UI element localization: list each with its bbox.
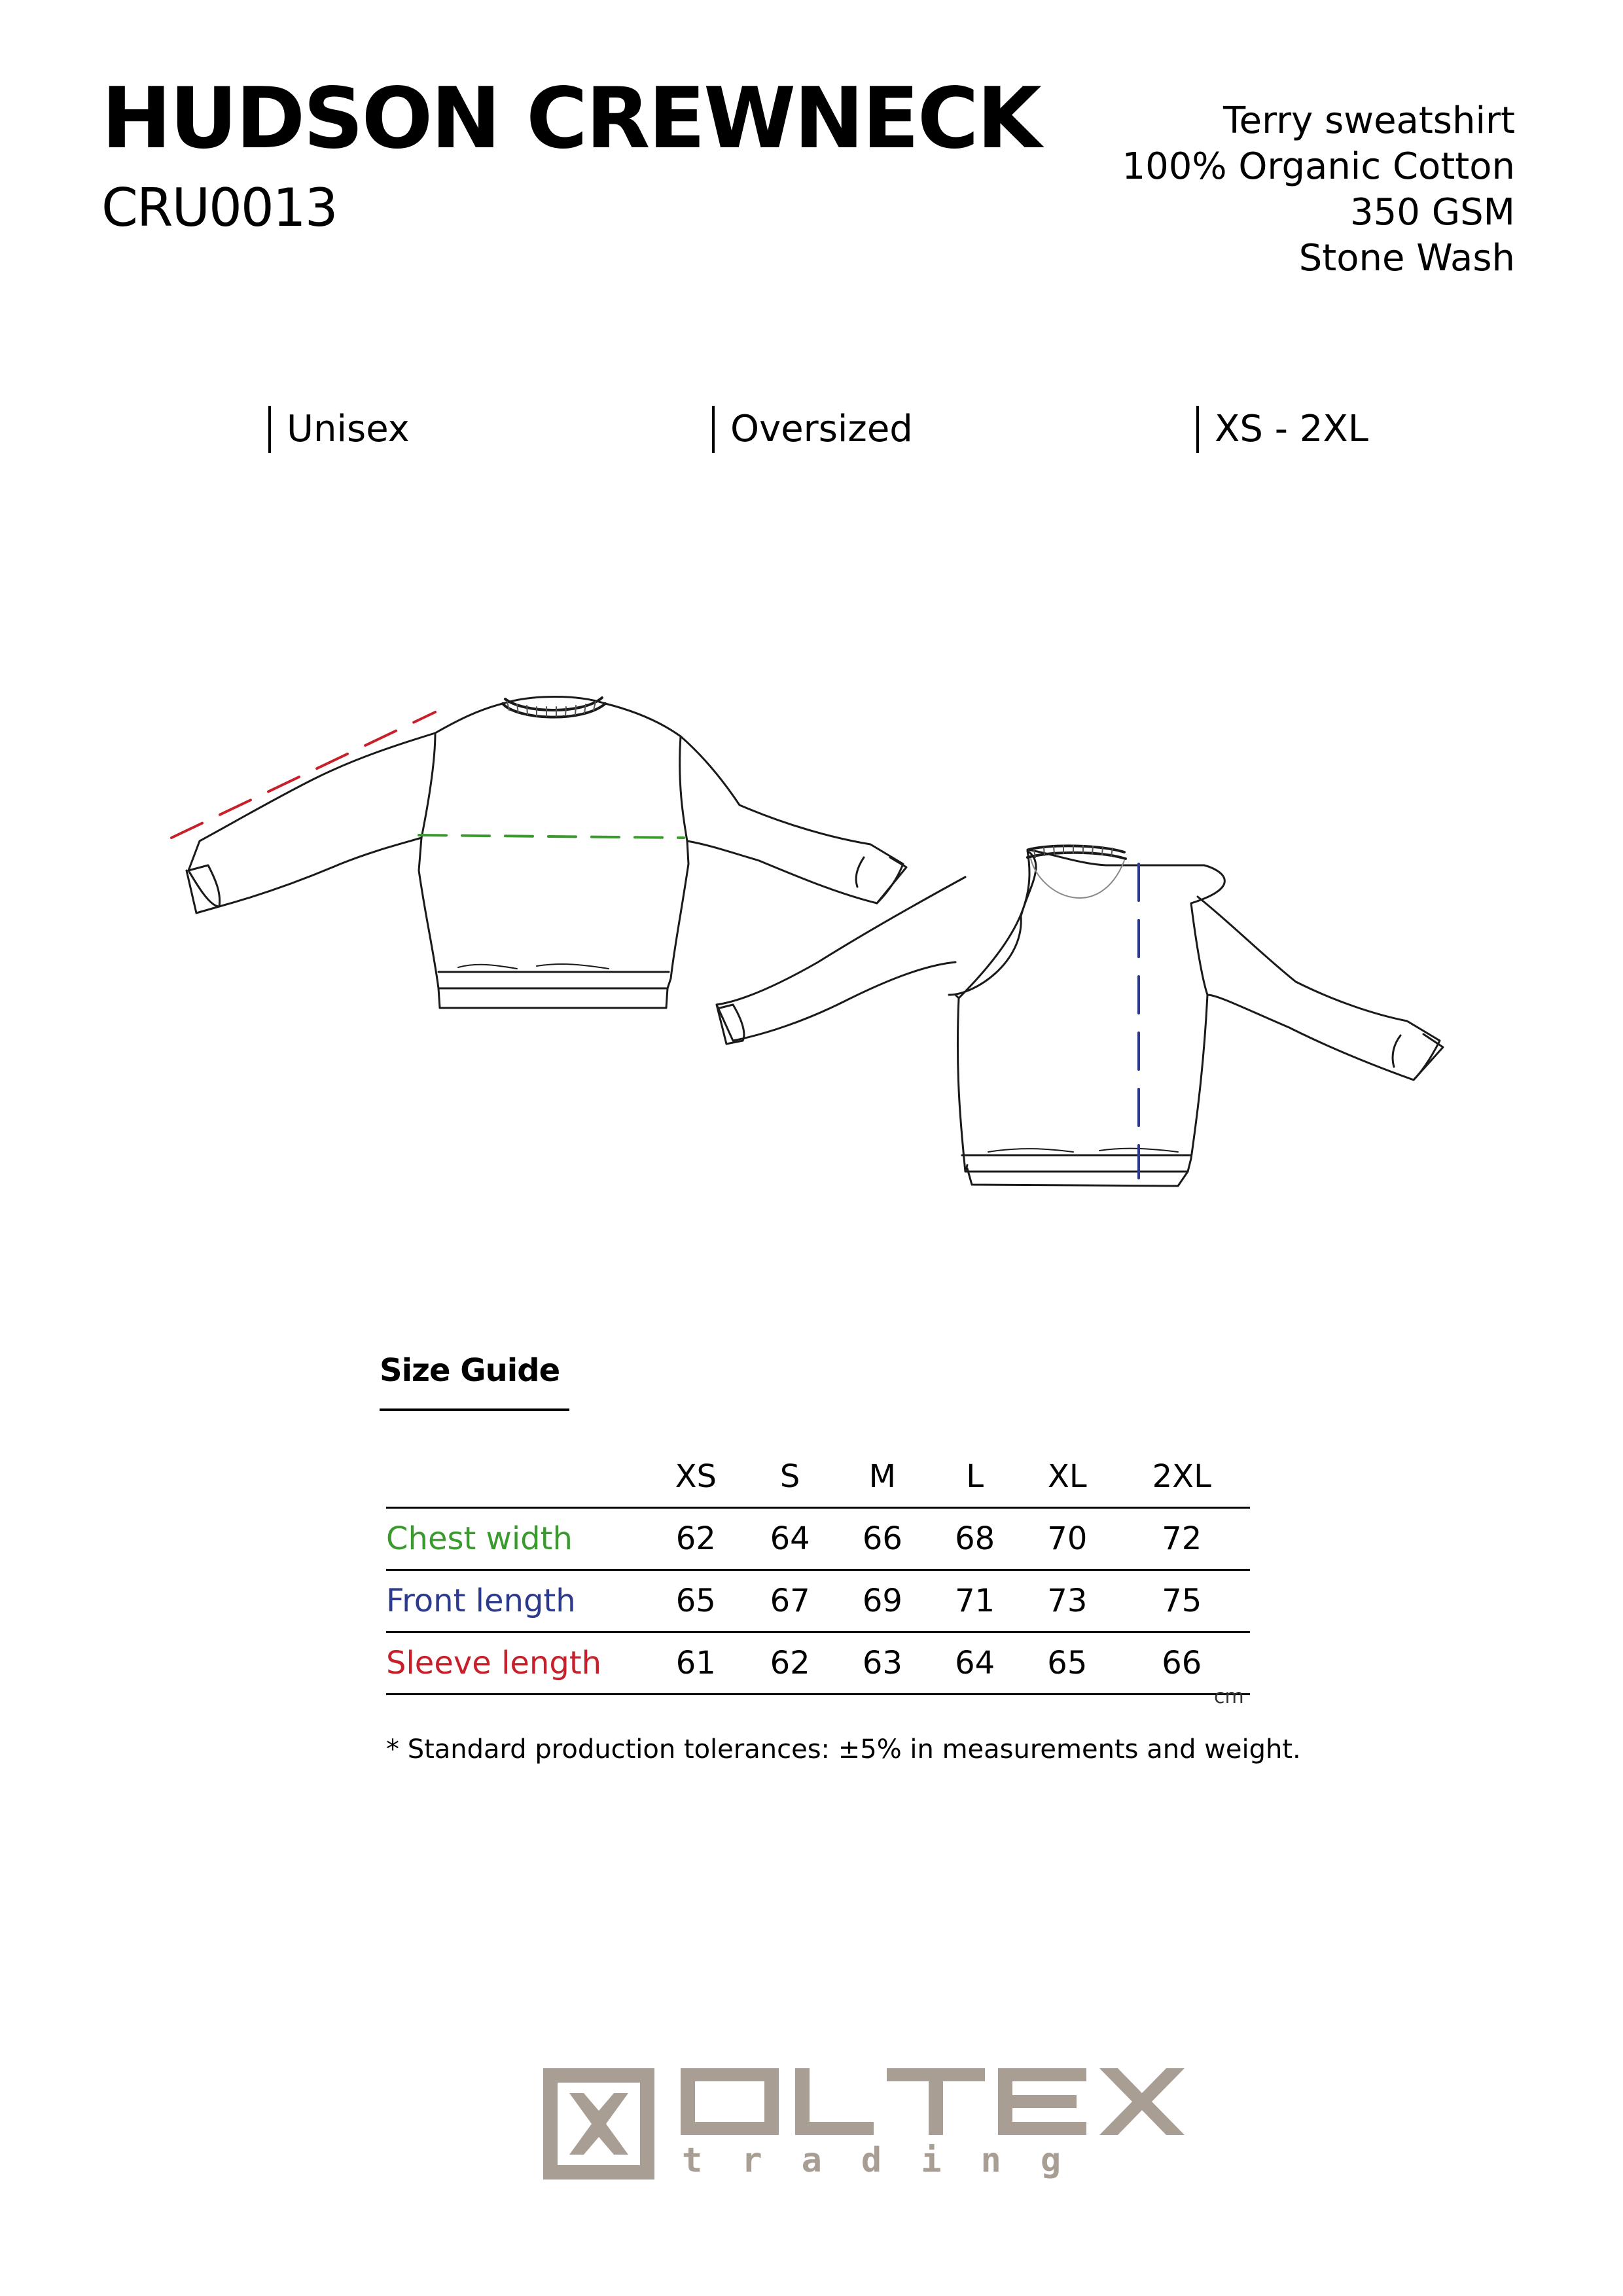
logo-letter-t [887, 2068, 985, 2135]
spec-fabric: Terry sweatshirt [1222, 99, 1515, 142]
table-cell: 70 [1021, 1508, 1113, 1570]
table-cell: 71 [929, 1570, 1021, 1632]
table-cell: 75 [1113, 1570, 1250, 1632]
front-length-label: Front length [386, 1570, 648, 1632]
table-cell: 61 [648, 1632, 744, 1695]
size-header-xl: XL [1048, 1458, 1087, 1495]
logo-letter-x [1099, 2068, 1185, 2135]
logo-letter-l [795, 2068, 874, 2135]
unit-label: cm [1214, 1685, 1244, 1708]
product-code: CRU0013 [101, 177, 337, 238]
size-header-l: L [966, 1458, 984, 1495]
oltex-logo-mark [543, 2068, 1185, 2180]
size-guide-title: Size Guide [380, 1352, 560, 1389]
spec-weight: 350 GSM [1350, 191, 1515, 234]
table-cell: 63 [836, 1632, 929, 1695]
spec-material: 100% Organic Cotton [1122, 145, 1515, 188]
table-cell: 69 [836, 1570, 929, 1632]
spec-finish: Stone Wash [1298, 237, 1515, 279]
table-cell: 68 [929, 1508, 1021, 1570]
table-cell: 65 [648, 1570, 744, 1632]
logo-letter-o [681, 2068, 779, 2135]
tolerance-note: * Standard production tolerances: ±5% in measurements and weight. [386, 1734, 1301, 1765]
chest-width-label: Chest width [386, 1508, 648, 1570]
logo-subtitle-trading: trading [682, 2141, 1101, 2180]
size-header-2xl: 2XL [1152, 1458, 1211, 1495]
logo-letter-e [998, 2068, 1086, 2135]
table-cell: 64 [744, 1508, 836, 1570]
table-cell: 65 [1021, 1632, 1113, 1695]
attribute-size-range: XS - 2XL [1196, 406, 1368, 453]
table-cell: 72 [1113, 1508, 1250, 1570]
sleeve-length-label: Sleeve length [386, 1632, 648, 1695]
table-cell: 62 [744, 1632, 836, 1695]
size-header-m: M [868, 1458, 897, 1495]
attribute-gender: Unisex [268, 406, 410, 453]
table-cell: 62 [648, 1508, 744, 1570]
product-title: HUDSON CREWNECK [101, 70, 1040, 168]
table-cell: 66 [836, 1508, 929, 1570]
size-header-s: S [779, 1458, 800, 1495]
attribute-fit: Oversized [712, 406, 913, 453]
table-cell: 73 [1021, 1570, 1113, 1632]
table-cell: 64 [929, 1632, 1021, 1695]
size-header-xs: XS [675, 1458, 717, 1495]
table-cell: 67 [744, 1570, 836, 1632]
table-cell: 66 [1113, 1632, 1250, 1695]
